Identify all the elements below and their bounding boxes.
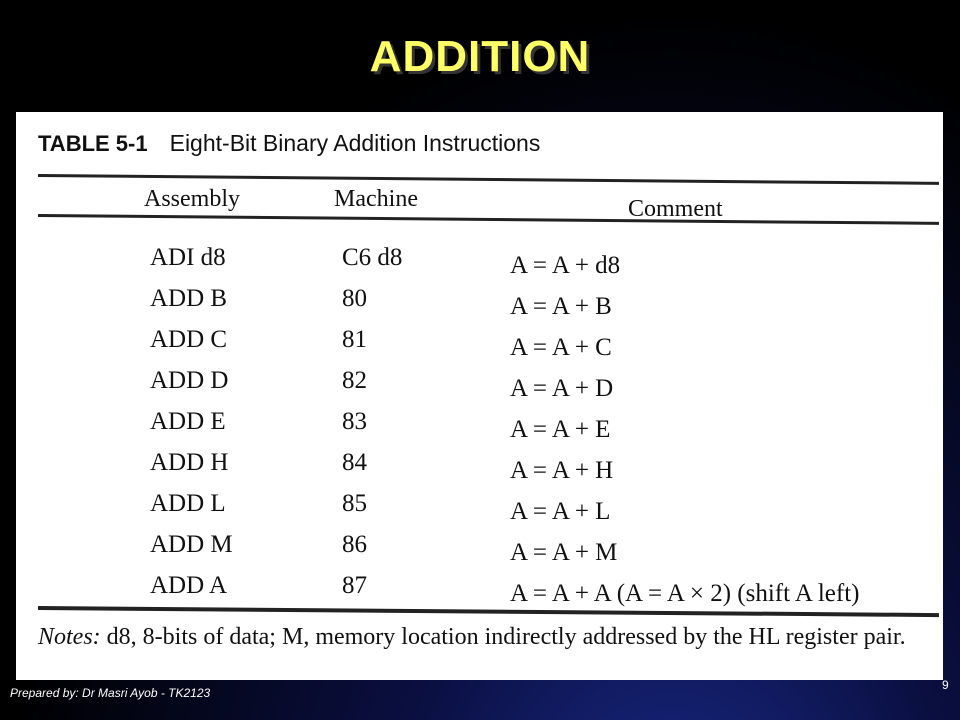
column-header-comment: Comment — [628, 196, 723, 222]
table-row — [16, 531, 943, 572]
table-row — [16, 408, 943, 449]
column-header-assembly: Assembly — [144, 186, 240, 212]
cell-machine: 80 — [342, 285, 367, 312]
cell-assembly: ADD C — [150, 326, 228, 353]
cell-comment: A = A + D — [510, 375, 614, 402]
column-header-machine: Machine — [334, 186, 418, 212]
cell-comment: A = A + B — [510, 293, 612, 320]
cell-assembly: ADD B — [150, 285, 228, 312]
cell-machine: 87 — [342, 572, 367, 599]
table-title: Eight-Bit Binary Addition Instructions — [169, 130, 541, 156]
table-row — [16, 285, 943, 326]
table-top-rule — [38, 174, 939, 185]
cell-assembly: ADD M — [150, 531, 233, 558]
table-row — [16, 326, 943, 367]
cell-comment: A = A + E — [510, 416, 611, 443]
cell-assembly: ADD L — [150, 490, 226, 517]
table-caption — [38, 130, 540, 158]
cell-machine: 86 — [342, 531, 367, 558]
notes-text: d8, 8-bits of data; M, memory location indirectly addressed by the HL register pair. — [100, 624, 906, 650]
cell-comment: A = A + d8 — [510, 252, 621, 279]
table-notes — [38, 624, 906, 651]
cell-machine: 84 — [342, 449, 367, 476]
cell-comment: A = A + L — [510, 498, 611, 525]
notes-label: Notes: — [38, 624, 101, 650]
table-row — [16, 490, 943, 531]
table-row — [16, 367, 943, 408]
cell-machine: 85 — [342, 490, 367, 517]
cell-machine: 82 — [342, 367, 367, 394]
cell-machine: C6 d8 — [342, 244, 403, 271]
cell-comment: A = A + C — [510, 334, 612, 361]
table-row — [16, 449, 943, 490]
cell-assembly: ADD H — [150, 449, 229, 476]
cell-machine: 83 — [342, 408, 367, 435]
cell-assembly: ADD A — [150, 572, 228, 599]
cell-assembly: ADD D — [150, 367, 229, 394]
table-image — [16, 112, 943, 680]
table-row — [16, 244, 943, 285]
table-number: TABLE 5-1 — [38, 131, 148, 156]
footer-credit: Prepared by: Dr Masri Ayob - TK2123 — [10, 686, 211, 700]
cell-comment: A = A + M — [510, 539, 618, 566]
page-number: 9 — [942, 678, 949, 692]
table-body — [16, 244, 943, 613]
cell-comment: A = A + A (A = A × 2) (shift A left) — [510, 580, 860, 607]
cell-machine: 81 — [342, 326, 367, 353]
slide-title: ADDITION — [369, 32, 591, 81]
cell-assembly: ADD E — [150, 408, 226, 435]
cell-assembly: ADI d8 — [150, 244, 226, 271]
table-header-rule — [38, 214, 939, 225]
cell-comment: A = A + H — [510, 457, 614, 484]
